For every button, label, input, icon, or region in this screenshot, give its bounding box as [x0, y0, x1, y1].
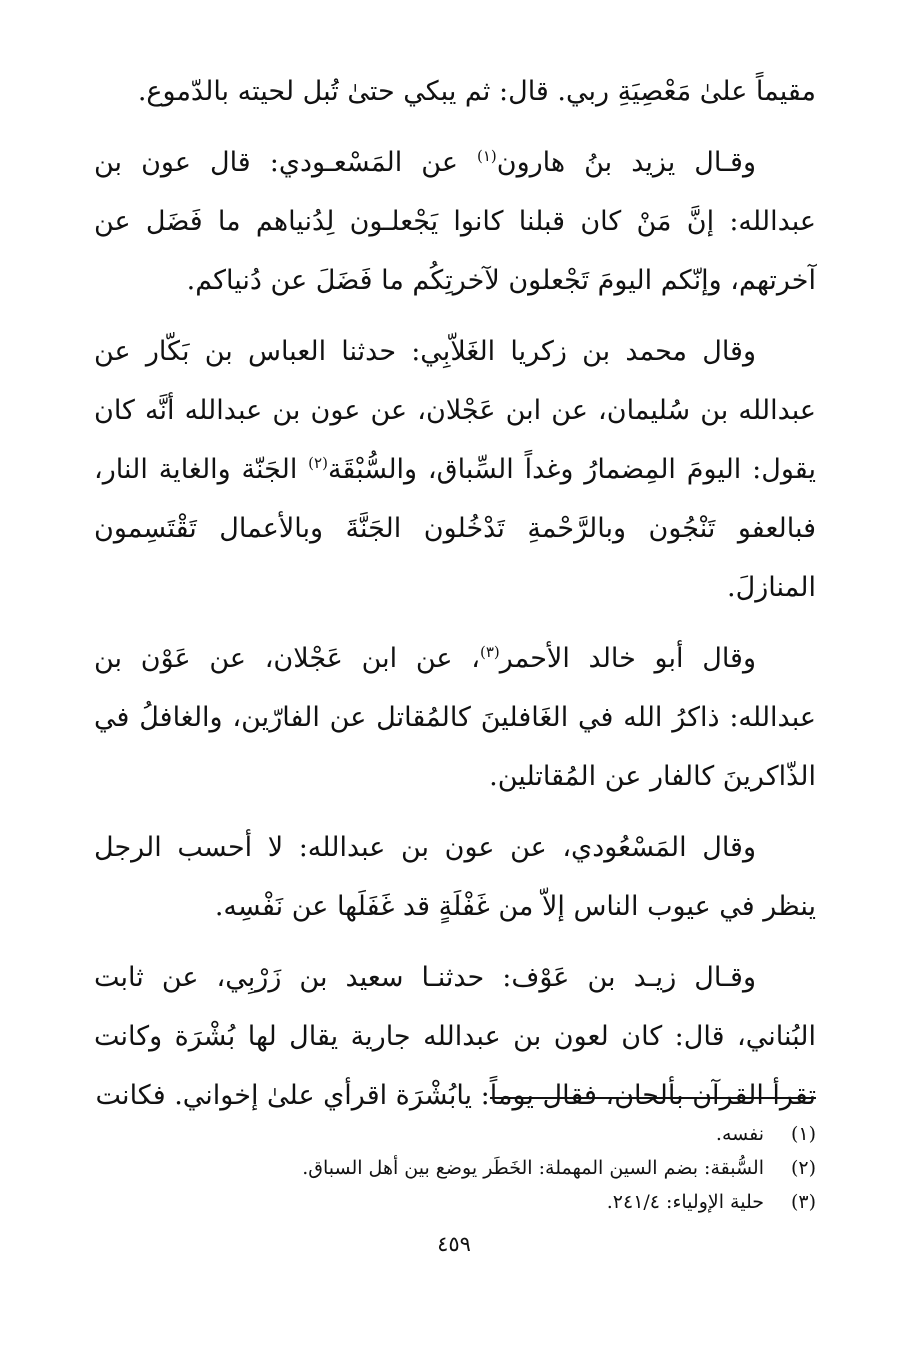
paragraph-5	[94, 818, 816, 936]
paragraph-2-before: وقـال يزيد بنُ هارون	[496, 147, 757, 178]
footnote-1	[94, 1117, 816, 1151]
footnote-2-number: (٢)	[790, 1157, 816, 1179]
paragraph-4-before: وقال أبو خالد الأحمر	[499, 643, 756, 674]
footnote-3-text: حلية الإولياء: ٢٤١/٤.	[606, 1191, 764, 1213]
footnote-marker-3[interactable]: (٣)	[479, 643, 500, 661]
footnote-1-text: نفسه.	[715, 1123, 764, 1145]
paragraph-4	[94, 629, 816, 806]
footnote-2-text: السُّبقة: بضم السين المهملة: الخَطَر يوضع بين أهل السباق.	[302, 1157, 764, 1179]
paragraph-4-after: ، عن ابن عَجْلان، عن عَوْن بن عبدالله: ذاكرُ الله في الغَافلينَ كالمُقاتل عن الفارّين، والغافلُ في الذّاكرينَ كالفار عن المُقاتلين.	[94, 643, 816, 792]
paragraph-3	[94, 322, 816, 617]
footnote-1-number: (١)	[790, 1123, 816, 1145]
paragraph-1-text: مقيماً علىٰ مَعْصِيَةِ ربي. قال: ثم يبكي حتىٰ تُبل لحيته بالدّموع.	[137, 76, 816, 107]
footnote-divider	[490, 1097, 816, 1099]
page-number: ٤٥٩	[437, 1232, 471, 1256]
paragraph-2-after: عن المَسْعـودي: قال عون بن عبدالله: إنَّ مَنْ كان قبلنا كانوا يَجْعلـون لِدُنياهم ما فَضَل عن آخرتهم، وإنّكم اليومَ تَجْعلون لآخرتِكُم ما فَضَلَ عن دُنياكم.	[94, 147, 816, 296]
footnote-3	[94, 1185, 816, 1219]
paragraph-1	[94, 62, 816, 121]
paragraph-3-before: وقال محمد بن زكريا الغَلاّبِي: حدثنا العباس بن بَكّار عن عبدالله بن سُليمان، عن ابن عَجْلان، عن عون بن عبدالله أنَّه كان يقول: اليومَ المِضمارُ وغداً السِّباق، والسُّبْقَة	[94, 336, 816, 485]
paragraph-5-text: وقال المَسْعُودي، عن عون بن عبدالله: لا أحسب الرجل ينظر في عيوب الناس إلاّ من غَفْلَةٍ قد غَفَلَها عن نَفْسِه.	[94, 832, 816, 922]
paragraph-3-after: الجَنّة والغاية النار، فبالعفو تَنْجُون وبالرَّحْمةِ تَدْخُلون الجَنَّةَ وبالأعمال تَقْتَسِمون المنازلَ.	[94, 454, 816, 603]
footnote-marker-1[interactable]: (١)	[476, 147, 497, 165]
paragraph-6-text: وقـال زيـد بن عَوْف: حدثنـا سعيد بن زَرْبِي، عن ثابت البُناني، قال: كان لعون بن عبدالله جارية يقال لها بُشْرَة وكانت تقرأ القرآن بألحان، فقال يوماً: يابُشْرَة اقرأي علىٰ إخواني. فكانت	[94, 962, 816, 1111]
main-text	[94, 62, 816, 1137]
footnotes	[94, 1117, 816, 1219]
footnote-3-number: (٣)	[790, 1191, 816, 1213]
paragraph-2	[94, 133, 816, 310]
footnote-marker-2[interactable]: (٢)	[308, 454, 328, 472]
footnote-2	[94, 1151, 816, 1185]
